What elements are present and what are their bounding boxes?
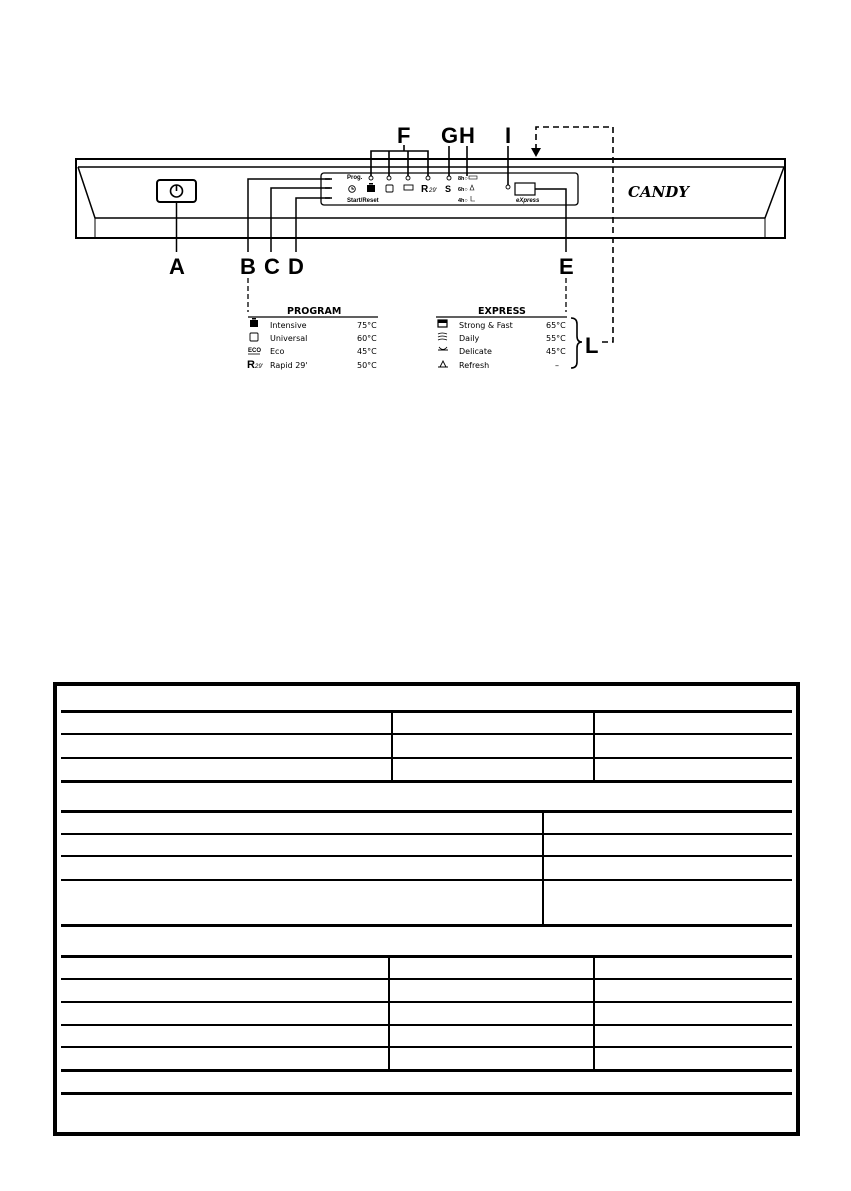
table-row bbox=[61, 759, 792, 783]
express-row-temp: 65°C bbox=[546, 321, 566, 330]
svg-text:R: R bbox=[247, 359, 255, 371]
salt-icon: S bbox=[445, 184, 452, 194]
table-row bbox=[61, 857, 792, 881]
callout-h: H bbox=[459, 123, 475, 148]
svg-text:6h○: 6h○ bbox=[458, 187, 468, 193]
callout-e: E bbox=[559, 254, 574, 279]
table-row bbox=[61, 1003, 792, 1026]
table-row bbox=[61, 1072, 792, 1095]
callout-a: A bbox=[169, 254, 185, 279]
power-button[interactable] bbox=[157, 180, 196, 202]
table-row bbox=[61, 713, 792, 735]
program-row-name: Universal bbox=[270, 334, 308, 343]
table-section-header bbox=[61, 686, 792, 713]
prog-label: Prog. bbox=[347, 175, 363, 181]
svg-text:ECO: ECO bbox=[248, 348, 262, 354]
express-row-name: Strong & Fast bbox=[459, 321, 513, 330]
r29-sub: 29' bbox=[429, 188, 437, 194]
express-legend-title: EXPRESS bbox=[478, 306, 526, 317]
program-row-name: Rapid 29' bbox=[270, 361, 308, 370]
callout-i: I bbox=[505, 123, 512, 148]
svg-text:29': 29' bbox=[255, 364, 263, 370]
express-row-temp: 55°C bbox=[546, 334, 566, 343]
express-row-name: Refresh bbox=[459, 361, 490, 370]
program-row-temp: 50°C bbox=[357, 361, 377, 370]
callout-d: D bbox=[288, 254, 304, 279]
table-section-header bbox=[61, 927, 792, 958]
program-legend-title: PROGRAM bbox=[287, 306, 342, 317]
callout-b: B bbox=[240, 254, 256, 279]
table-row bbox=[61, 1026, 792, 1048]
table-row bbox=[61, 1048, 792, 1072]
express-row-name: Delicate bbox=[459, 347, 492, 356]
program-row-name: Eco bbox=[270, 347, 285, 356]
program-legend bbox=[247, 306, 378, 371]
express-row-temp: 45°C bbox=[546, 347, 566, 356]
program-row-name: Intensive bbox=[270, 321, 307, 330]
table-row bbox=[61, 735, 792, 759]
brand-logo: CANDY bbox=[628, 183, 690, 201]
svg-text:4h○: 4h○ bbox=[458, 198, 468, 204]
program-row-temp: 75°C bbox=[357, 321, 377, 330]
callout-c: C bbox=[264, 254, 280, 279]
table-footer-row bbox=[61, 1095, 792, 1132]
table-row bbox=[61, 881, 792, 927]
express-legend bbox=[436, 306, 567, 370]
table-row bbox=[61, 980, 792, 1003]
table-row bbox=[61, 958, 792, 980]
control-panel-diagram bbox=[0, 0, 851, 400]
svg-text:8h○: 8h○ bbox=[458, 176, 468, 182]
table-section-header bbox=[61, 783, 792, 813]
table-row bbox=[61, 813, 792, 835]
specification-table bbox=[53, 682, 800, 1136]
callout-f: F bbox=[397, 123, 411, 148]
program-row-temp: 60°C bbox=[357, 334, 377, 343]
express-row-temp: – bbox=[555, 361, 559, 370]
table-row bbox=[61, 835, 792, 857]
start-reset-label: Start/Reset bbox=[347, 198, 379, 204]
express-label: eXpress bbox=[516, 198, 540, 204]
r29-icon: R bbox=[421, 184, 429, 195]
callout-g: G bbox=[441, 123, 459, 148]
express-row-name: Daily bbox=[459, 334, 480, 343]
express-button[interactable] bbox=[515, 183, 535, 195]
curly-brace bbox=[571, 318, 582, 368]
callout-l: L bbox=[585, 333, 599, 358]
program-row-temp: 45°C bbox=[357, 347, 377, 356]
